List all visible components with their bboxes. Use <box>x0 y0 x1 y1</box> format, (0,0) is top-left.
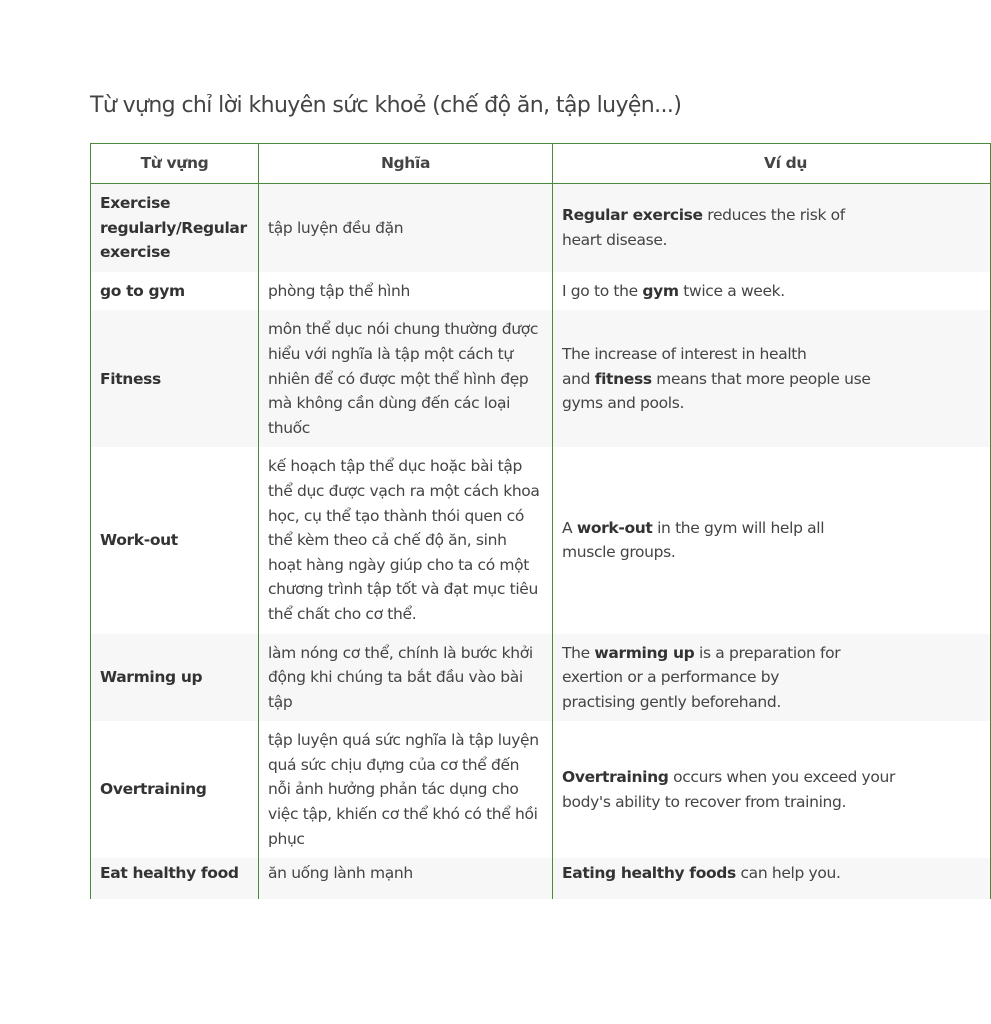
example-text: can help you. <box>735 864 841 883</box>
table-row <box>91 184 991 272</box>
example-text: means that more people use gyms and pools. <box>562 369 871 413</box>
column-header-example: Ví dụ <box>553 144 991 184</box>
example-keyword: Overtraining <box>562 768 669 787</box>
table-row <box>91 634 991 722</box>
term-cell: Overtraining <box>91 721 259 858</box>
table-body <box>91 184 991 899</box>
term-cell: Fitness <box>91 310 259 447</box>
table-row <box>91 858 991 899</box>
vocabulary-table-wrapper <box>90 143 991 899</box>
meaning-cell: tập luyện đều đặn <box>259 184 553 272</box>
example-text: reduces the risk of heart disease. <box>562 206 845 249</box>
table-row <box>91 447 991 633</box>
example-cell <box>553 184 991 272</box>
meaning-cell: kế hoạch tập thể dục hoặc bài tập thể dục được vạch ra một cách khoa học, cụ thể tạo thành thói quen có thể kèm theo cả chế độ ăn, sinh hoạt hàng ngày giúp cho ta có một chương trình tập tốt và đạt mục tiêu thể chất cho cơ thể. <box>259 447 553 633</box>
example-keyword: Eating healthy foods <box>562 864 736 883</box>
example-text: A <box>562 518 577 537</box>
example-cell <box>553 721 991 858</box>
table-header-row <box>91 144 991 184</box>
example-text: The <box>562 643 595 662</box>
term-cell: go to gym <box>91 272 259 311</box>
example-cell <box>553 310 991 447</box>
meaning-cell: làm nóng cơ thể, chính là bước khởi động khi chúng ta bắt đầu vào bài tập <box>259 634 553 722</box>
vocabulary-table <box>90 143 991 899</box>
example-text: in the gym will help all muscle groups. <box>562 518 825 562</box>
example-keyword: gym <box>642 281 679 300</box>
example-cell <box>553 447 991 633</box>
example-cell <box>553 272 991 311</box>
column-header-term: Từ vựng <box>91 144 259 184</box>
example-keyword: warming up <box>594 643 695 662</box>
term-cell: Warming up <box>91 634 259 722</box>
table-row <box>91 721 991 858</box>
example-cell <box>553 858 991 899</box>
example-text: twice a week. <box>678 281 785 300</box>
table-row <box>91 272 991 311</box>
meaning-cell: phòng tập thể hình <box>259 272 553 311</box>
table-row <box>91 310 991 447</box>
example-keyword: fitness <box>594 369 652 388</box>
term-cell: Exercise regularly/Regular exercise <box>91 184 259 272</box>
example-keyword: Regular exercise <box>562 206 703 225</box>
example-text: The increase of interest in health and <box>562 344 807 388</box>
example-keyword: work-out <box>576 518 653 537</box>
term-cell: Eat healthy food <box>91 858 259 899</box>
example-text: is a preparation for exertion or a performance by practising gently beforehand. <box>562 643 841 711</box>
meaning-cell: môn thể dục nói chung thường được hiểu với nghĩa là tập một cách tự nhiên để có được một thể hình đẹp mà không cần dùng đến các loại thuốc <box>259 310 553 447</box>
example-text: occurs when you exceed your body's ability to recover from training. <box>562 768 895 811</box>
example-cell <box>553 634 991 722</box>
column-header-meaning: Nghĩa <box>259 144 553 184</box>
term-cell: Work-out <box>91 447 259 633</box>
page-title: Từ vựng chỉ lời khuyên sức khoẻ (chế độ ăn, tập luyện...) <box>90 93 682 118</box>
example-text: I go to the <box>562 281 643 300</box>
meaning-cell: tập luyện quá sức nghĩa là tập luyện quá sức chịu đựng của cơ thể đến nỗi ảnh hưởng phản tác dụng cho việc tập, khiến cơ thể khó có thể hồi phục <box>259 721 553 858</box>
meaning-cell: ăn uống lành mạnh <box>259 858 553 899</box>
